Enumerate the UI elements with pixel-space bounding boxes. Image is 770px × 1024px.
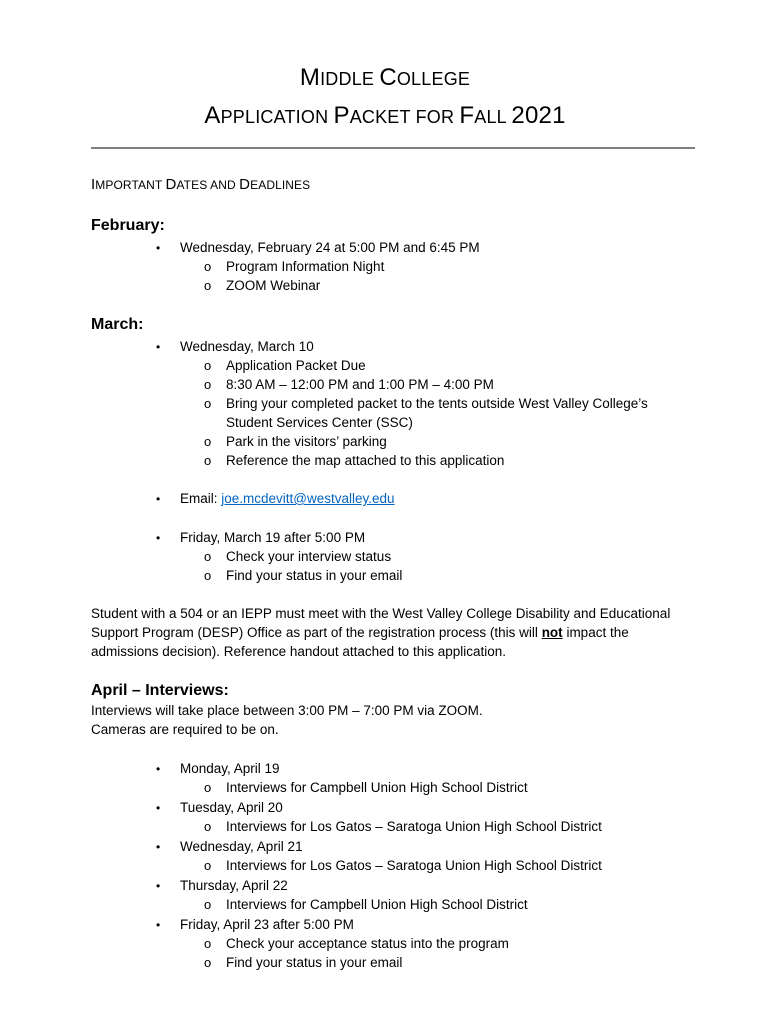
sub-bullet: o <box>204 358 212 373</box>
title-line-1: MIDDLE COLLEGE <box>299 64 471 91</box>
month-heading-february: February: <box>91 217 165 234</box>
title-line-2: APPLICATION PACKET FOR FALL 2021 <box>204 102 566 129</box>
bullet: • <box>156 801 161 815</box>
sub-list-item: Check your acceptance status into the program <box>226 936 509 951</box>
bullet: • <box>156 340 161 354</box>
email-item <box>180 491 395 506</box>
list-item: Wednesday, March 10 <box>180 339 314 354</box>
sub-bullet: o <box>204 858 212 873</box>
bullet: • <box>156 879 161 893</box>
list-item: Wednesday, February 24 at 5:00 PM and 6:45 PM <box>180 240 480 255</box>
sub-bullet: o <box>204 434 212 449</box>
sub-bullet: o <box>204 780 212 795</box>
sub-list-item: ZOOM Webinar <box>226 278 321 293</box>
sub-bullet: o <box>204 955 212 970</box>
sub-bullet: o <box>204 819 212 834</box>
sub-bullet: o <box>204 568 212 583</box>
list-item: Monday, April 19 <box>180 761 280 776</box>
note-line-3: admissions decision). Reference handout attached to this application. <box>91 644 506 659</box>
sub-list-item: Find your status in your email <box>226 955 403 970</box>
list-item: Wednesday, April 21 <box>180 839 303 854</box>
note-line-2: Support Program (DESP) Office as part of the registration process (this will not impact the <box>91 625 629 640</box>
bullet: • <box>156 241 161 255</box>
emphasis-not: not <box>541 625 563 640</box>
sub-list-item: 8:30 AM – 12:00 PM and 1:00 PM – 4:00 PM <box>226 377 494 392</box>
sub-list-item-continued: Student Services Center (SSC) <box>226 415 413 430</box>
april-intro-2: Cameras are required to be on. <box>91 722 279 737</box>
sub-bullet: o <box>204 377 212 392</box>
month-heading-march: March: <box>91 316 144 333</box>
sub-list-item: Interviews for Campbell Union High School District <box>226 780 528 795</box>
bullet: • <box>156 762 161 776</box>
sub-list-item: Bring your completed packet to the tents outside West Valley College’s <box>226 396 648 411</box>
email-label: Email: <box>180 491 222 506</box>
email-link[interactable]: joe.mcdevitt@westvalley.edu <box>221 491 395 506</box>
april-intro-1: Interviews will take place between 3:00 PM – 7:00 PM via ZOOM. <box>91 703 483 718</box>
title-divider <box>91 147 695 149</box>
sub-bullet: o <box>204 259 212 274</box>
month-heading-april: April – Interviews: <box>91 682 229 699</box>
sub-list-item: Find your status in your email <box>226 568 403 583</box>
sub-list-item: Application Packet Due <box>226 358 366 373</box>
sub-bullet: o <box>204 396 212 411</box>
bullet: • <box>156 918 161 932</box>
note-line-1: Student with a 504 or an IEPP must meet with the West Valley College Disability and Educational <box>91 606 671 621</box>
sub-bullet: o <box>204 453 212 468</box>
sub-bullet: o <box>204 936 212 951</box>
list-item: Friday, March 19 after 5:00 PM <box>180 530 366 545</box>
sub-bullet: o <box>204 549 212 564</box>
bullet: • <box>156 840 161 854</box>
sub-list-item: Park in the visitors’ parking <box>226 434 387 449</box>
bullet: • <box>156 492 161 506</box>
list-item: Tuesday, April 20 <box>180 800 283 815</box>
bullet: • <box>156 531 161 545</box>
sub-list-item: Check your interview status <box>226 549 392 564</box>
sub-list-item: Interviews for Campbell Union High School District <box>226 897 528 912</box>
sub-bullet: o <box>204 897 212 912</box>
sub-list-item: Program Information Night <box>226 259 385 274</box>
sub-bullet: o <box>204 278 212 293</box>
list-item: Friday, April 23 after 5:00 PM <box>180 917 354 932</box>
section-heading: IMPORTANT DATES AND DEADLINES <box>91 176 311 193</box>
sub-list-item: Interviews for Los Gatos – Saratoga Union High School District <box>226 819 602 834</box>
list-item: Thursday, April 22 <box>180 878 288 893</box>
sub-list-item: Reference the map attached to this application <box>226 453 505 468</box>
sub-list-item: Interviews for Los Gatos – Saratoga Union High School District <box>226 858 602 873</box>
